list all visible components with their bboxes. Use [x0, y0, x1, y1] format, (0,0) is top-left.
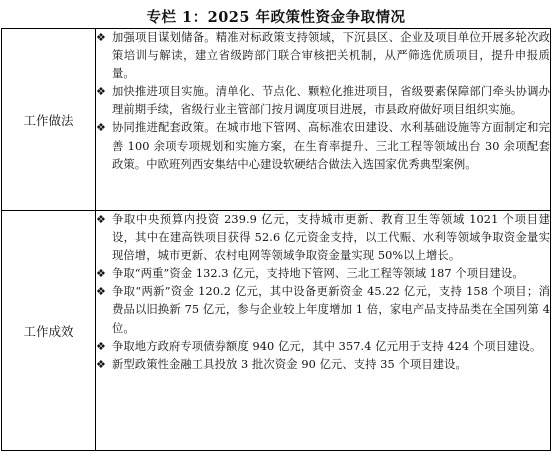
diamond-bullet-icon: ❖ — [96, 85, 106, 99]
policy-funds-table — [1, 28, 551, 451]
diamond-bullet-icon: ❖ — [96, 31, 106, 44]
diamond-bullet-icon: ❖ — [96, 285, 106, 299]
item-text: 争取“两重”资金 132.3 亿元，支持地下管网、三北工程等领域 187 个项目建设。 — [112, 267, 524, 281]
list-item — [96, 283, 550, 337]
diamond-bullet-icon: ❖ — [96, 121, 106, 135]
list-item — [96, 265, 550, 283]
list-item — [96, 83, 550, 119]
diamond-bullet-icon: ❖ — [96, 339, 106, 353]
row-content-work-results — [96, 211, 551, 451]
row-label-work-results: 工作成效 — [2, 211, 96, 451]
table-row — [2, 211, 551, 451]
list-item — [96, 356, 550, 374]
item-text: 协同推进配套政策。在城市地下管网、高标准农田建设、水利基础设施等方面制定和完善 100 余项专项规划和实施方案，在生育率提升、三北工程等领域出台 30 余项配套政策。中欧班列西安集结中心建设软硬结合做法入选国家优秀典型案例。 — [112, 121, 550, 171]
diamond-bullet-icon: ❖ — [96, 357, 106, 371]
list-item — [96, 119, 550, 173]
table-title: 专栏 1：2025 年政策性资金争取情况 — [146, 9, 406, 26]
item-text: 新型政策性金融工具投放 3 批次资金 90 亿元、支持 35 个项目建设。 — [112, 357, 467, 371]
item-text: 加强项目谋划储备。精准对标政策支持领域，下沉县区、企业及项目单位开展多轮次政策培训与解读，建立省级跨部门联合审核把关机制，从严筛选优质项目，提升申报质量。 — [112, 31, 550, 81]
item-text: 争取“两新”资金 120.2 亿元，其中设备更新资金 45.22 亿元，支持 158 个项目；消费品以旧换新 75 亿元，参与企业较上年度增加 1 倍，家电产品支持品类在全国列第 4 位。 — [112, 285, 550, 335]
list-item — [96, 29, 550, 83]
item-text: 争取中央预算内投资 239.9 亿元，支持城市更新、教育卫生等领域 1021 个项目建设，其中在建高铁项目获得 52.6 亿元资金支持，以工代赈、水利等领域争取资金量实现倍增，城市更新、农村电网等领域争取资金量实现 50%以上增长。 — [112, 213, 550, 263]
list-item — [96, 338, 550, 356]
diamond-bullet-icon: ❖ — [96, 213, 106, 226]
row-label-work-methods: 工作做法 — [2, 29, 96, 211]
diamond-bullet-icon: ❖ — [96, 267, 106, 281]
row-content-work-methods — [96, 29, 551, 211]
table-row — [2, 29, 551, 211]
list-item — [96, 211, 550, 265]
item-text: 争取地方政府专项债券额度 940 亿元，其中 357.4 亿元用于支持 424 个项目建设。 — [112, 339, 542, 353]
item-text: 加快推进项目实施。清单化、节点化、颗粒化推进项目，省级要素保障部门牵头协调办理前期手续，省级行业主管部门按月调度项目进展，市县政府做好项目组织实施。 — [112, 85, 550, 117]
